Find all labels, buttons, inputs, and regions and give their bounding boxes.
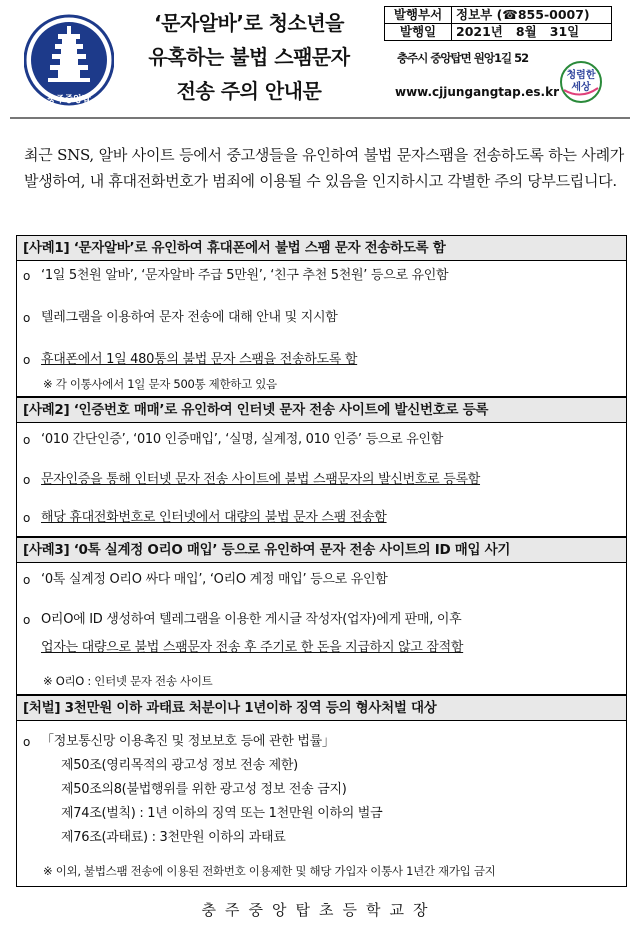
case1-item-3-text: 휴대폰에서 1일 480통의 불법 문자 스팸을 전송하도록 함 [41, 352, 358, 367]
issue-info-table [384, 6, 612, 41]
case2-item-1: ‘010 간단인증’, ‘010 인증매입’, ‘실명, 실계정, 010 인증’ 등으로 유인함 [41, 432, 443, 447]
school-logo [24, 12, 114, 108]
law-title: 「정보통신망 이용촉진 및 정보보호 등에 관한 법률」 [41, 734, 335, 749]
case1-item-3 [41, 350, 357, 370]
penalty-note [43, 862, 495, 880]
law-article-1: 제50조(영리목적의 광고성 정보 전송 제한) [61, 758, 298, 773]
bullet: o [23, 511, 31, 525]
school-principal-signature: 충주중앙탑초등학교장 [201, 901, 437, 919]
case3-note [43, 672, 212, 690]
case1-box [16, 235, 627, 397]
case2-item-3 [41, 508, 387, 528]
badge-text: 청렴한 세상 [566, 70, 596, 93]
case2-heading: [사례2] ‘인증번호 매매’로 유인하여 인터넷 문자 전송 사이트에 발신번호로 등록 [17, 398, 626, 423]
case1-heading: [사례1] ‘문자알바’로 유인하여 휴대폰에서 불법 스팸 문자 전송하도록 함 [17, 236, 626, 261]
bullet: o [23, 613, 31, 627]
penalty-note-text: 이외, 불법스팸 전송에 이용된 전화번호 이용제한 및 해당 가입자 이통사 1년간 재가입 금지 [55, 864, 496, 878]
school-website[interactable]: www.cjjungangtap.es.kr [395, 85, 560, 99]
law-article-4: 제76조(과태료) : 3천만원 이하의 과태료 [61, 830, 286, 845]
law-article-2: 제50조의8(불법행위를 위한 광고성 정보 전송 금지) [61, 782, 347, 797]
date-label: 발행일 [385, 24, 452, 41]
penalty-heading: [처벌] 3천만원 이하 과태료 처분이나 1년이하 징역 등의 형사처벌 대상 [17, 696, 626, 721]
law-article-3: 제74조(벌칙) : 1년 이하의 징역 또는 1천만원 이하의 벌금 [61, 806, 383, 821]
case2-item-2-text: 문자인증을 통해 인터넷 문자 전송 사이트에 불법 스팸문자의 발신번호로 등록함 [41, 472, 481, 487]
case3-item-3 [41, 638, 463, 658]
note-mark: ※ [43, 377, 53, 391]
case2-item-2 [41, 470, 480, 490]
case3-item-2: O리O에 ID 생성하여 텔레그램을 이용한 게시글 작성자(업자)에게 판매, 이후 [41, 612, 462, 627]
bullet: o [23, 311, 31, 325]
penalty-box [16, 695, 627, 887]
title-line-1: ‘문자알바’로 청소년을 [153, 11, 345, 35]
case1-note [43, 375, 277, 393]
dept-value: 정보부 (☎855-0007) [452, 7, 612, 24]
case2-item-3-text: 해당 휴대전화번호로 인터넷에서 대량의 불법 문자 스팸 전송함 [41, 510, 387, 525]
bullet: o [23, 433, 31, 447]
bullet: o [23, 269, 31, 283]
dept-label: 발행부서 [385, 7, 452, 24]
bullet: o [23, 573, 31, 587]
case3-note-text: O리O : 인터넷 문자 전송 사이트 [55, 674, 213, 688]
bullet: o [23, 735, 31, 749]
case3-heading: [사례3] ‘0톡 실계정 O리O 매입’ 등으로 유인하여 문자 전송 사이트의 ID 매입 사기 [17, 538, 626, 563]
case1-item-2: 텔레그램을 이용하여 문자 전송에 대해 안내 및 지시함 [41, 310, 338, 325]
case3-box [16, 537, 627, 695]
bullet: o [23, 473, 31, 487]
case2-box [16, 397, 627, 537]
case1-item-1: ‘1일 5천원 알바’, ‘문자알바 주급 5만원’, ‘친구 추천 5천원’ 등으로 유인함 [41, 268, 449, 283]
note-mark: ※ [43, 864, 53, 878]
intro-paragraph: 최근 SNS, 알바 사이트 등에서 중고생들을 유인하여 불법 문자스팸을 전송하도록 하는 사례가 발생하여, 내 휴대전화번호가 범죄에 이용될 수 있음을 인지하시고 각별한 주의 당부드립니다. [24, 146, 624, 190]
note-mark: ※ [43, 674, 53, 688]
date-value: 2021년 8월 31일 [452, 24, 612, 41]
header-divider [10, 117, 630, 119]
title-line-2: 유혹하는 불법 스팸문자 [148, 45, 350, 69]
school-address: 충주시 중앙탑면 원앙1길 52 [397, 51, 529, 65]
logo-text: 충주중앙탑 [47, 95, 91, 105]
integrity-badge [556, 60, 606, 104]
case1-note-text: 각 이통사에서 1일 문자 500통 제한하고 있음 [55, 377, 277, 391]
bullet: o [23, 353, 31, 367]
title-line-3: 전송 주의 안내문 [176, 79, 322, 103]
case3-item-3-text: 업자는 대량으로 불법 스팸문자 전송 후 주기로 한 돈을 지급하지 않고 잠적함 [41, 640, 464, 655]
case3-item-1: ‘0톡 실계정 O리O 싸다 매입’, ‘O리O 계정 매입’ 등으로 유인함 [41, 572, 388, 587]
page-title [118, 6, 380, 108]
